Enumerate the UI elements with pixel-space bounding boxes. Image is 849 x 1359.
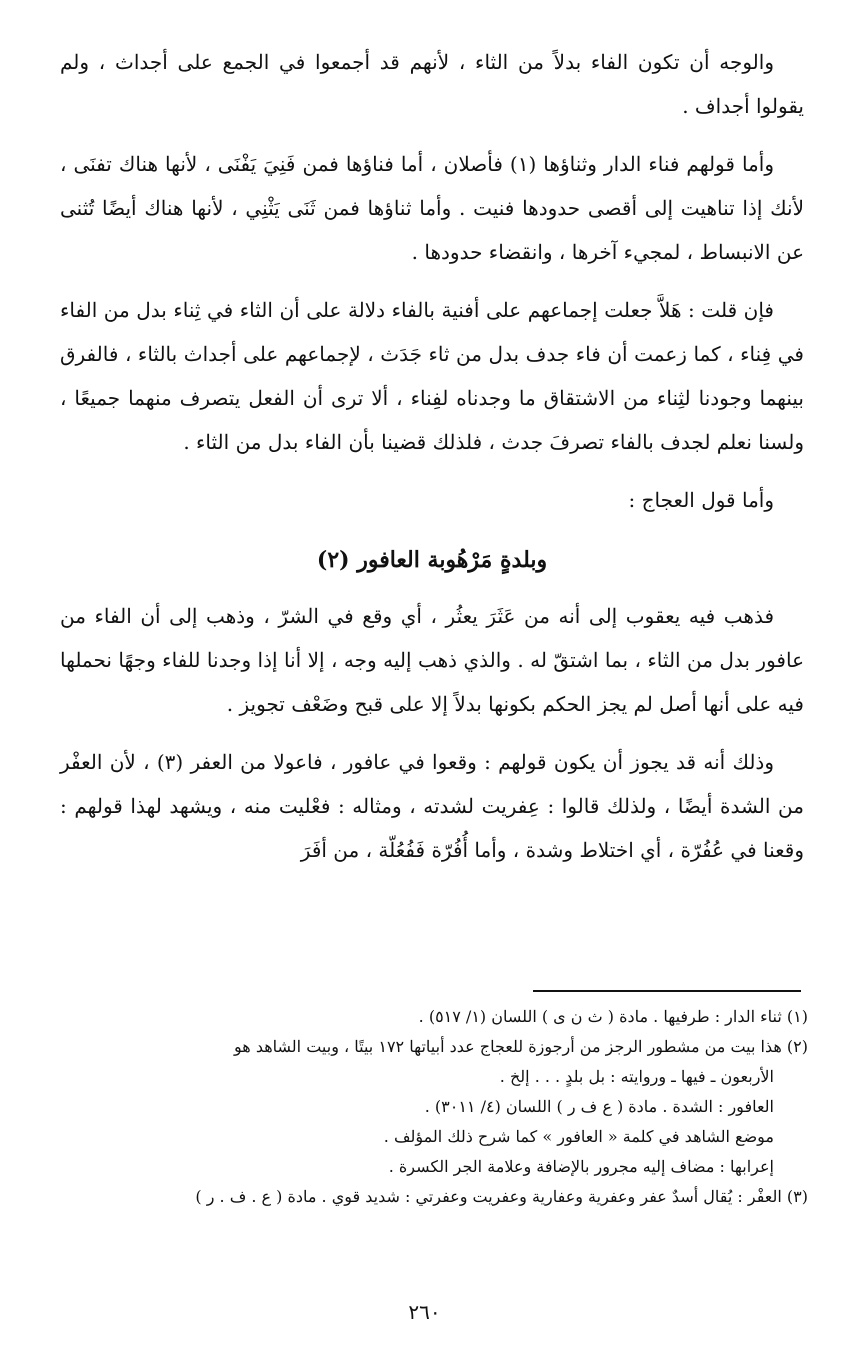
footnote: (٢) هذا بيت من مشطور الرجز من أرجوزة للعجاج عدد أبياتها ١٧٢ بيتًا ، وبيت الشاهد هو [234,1037,808,1056]
footnote: (١) ثناء الدار : طرفيها . مادة ( ث ن ى ) اللسان (١/ ٥١٧) . [418,1007,808,1026]
footnote-continuation: إعرابها : مضاف إليه مجرور بالإضافة وعلامة الجر الكسرة . [388,1157,774,1176]
footnote-continuation: موضع الشاهد في كلمة « العافور » كما شرح ذلك المؤلف . [383,1127,774,1146]
page-number: ٢٦٠ [408,1300,441,1324]
footnote-divider [533,990,801,992]
paragraph: فذهب فيه يعقوب إلى أنه من عَثَرَ يعثُر ، أي وقع في الشرّ ، وذهب إلى أن الفاء من عافور بدل من الثاء ، بما اشتقّ له . والذي ذهب إليه وجه ، إلا أنا إذا وجدنا للفاء وجهًا نحملها فيه على أنها أصل لم يجز الحكم بكونها بدلاً إلا على قبح وضَعْف تجويز . [60,604,805,716]
paragraph: فإن قلت : هَلاَّ جعلت إجماعهم على أفنية بالفاء دلالة على أن الثاء في ثِناء بدل من الفاء في فِناء ، كما زعمت أن فاء جدف بدل من ثاء جَدَث ، لإجماعهم على أجداث بالثاء ، فالفرق بينهما وجودنا لثِناء من الاشتقاق ما وجدناه لفِناء ، ألا ترى أن الفعل يتصرف منهما جميعًا ، ولسنا نعلم لجدف بالفاء تصرفَ جدث ، فلذلك قضينا بأن الفاء بدل من الثاء . [60,298,804,454]
footnote-continuation: الأربعون ـ فيها ـ وروايته : بل بلدٍ . . . إلخ . [499,1067,774,1086]
paragraph: وذلك أنه قد يجوز أن يكون قولهم : وقعوا في عافور ، فاعولا من العفر (٣) ، لأن العفْر من الشدة أيضًا ، ولذلك قالوا : عِفريت لشدته ، ومثاله : فعْليت منه ، ويشهد لهذا قولهم : وقعنا في عُفُرّة ، أي اختلاط وشدة ، وأما أُفُرّة فَفُعُلّة ، من أفَرَ [60,750,804,862]
poetry-verse: وبلدةٍ مَرْهُوبة العافور (٢) [316,547,548,573]
paragraph: وأما قولهم فناء الدار وثناؤها (١) فأصلان ، أما فناؤها فمن فَنِيَ يَفْنَى ، لأنها هناك تفنَى ، لأنك إذا تناهيت إلى أقصى حدودها فنيت . وأما ثناؤها فمن ثَنَى يَثْنِي ، لأنها هناك أيضًا تُثنى عن الانبساط ، لمجيء آخرها ، وانقضاء حدودها . [60,152,804,264]
footnote-continuation: العافور : الشدة . مادة ( ع ف ر ) اللسان (٤/ ٣٠١١) . [424,1097,774,1116]
paragraph: وأما قول العجاج : [628,488,774,512]
main-text [60,40,804,886]
footnote: (٣) العفْر : يُقال أسدٌ عفر وعفرية وعفارية وعفريت وعفرتي : شديد قوي . مادة ( ع . ف . ر ) [195,1187,808,1206]
footnotes [60,1002,808,1212]
paragraph: والوجه أن تكون الفاء بدلاً من الثاء ، لأنهم قد أجمعوا في الجمع على أجداث ، ولم يقولوا أجداف . [60,50,804,118]
